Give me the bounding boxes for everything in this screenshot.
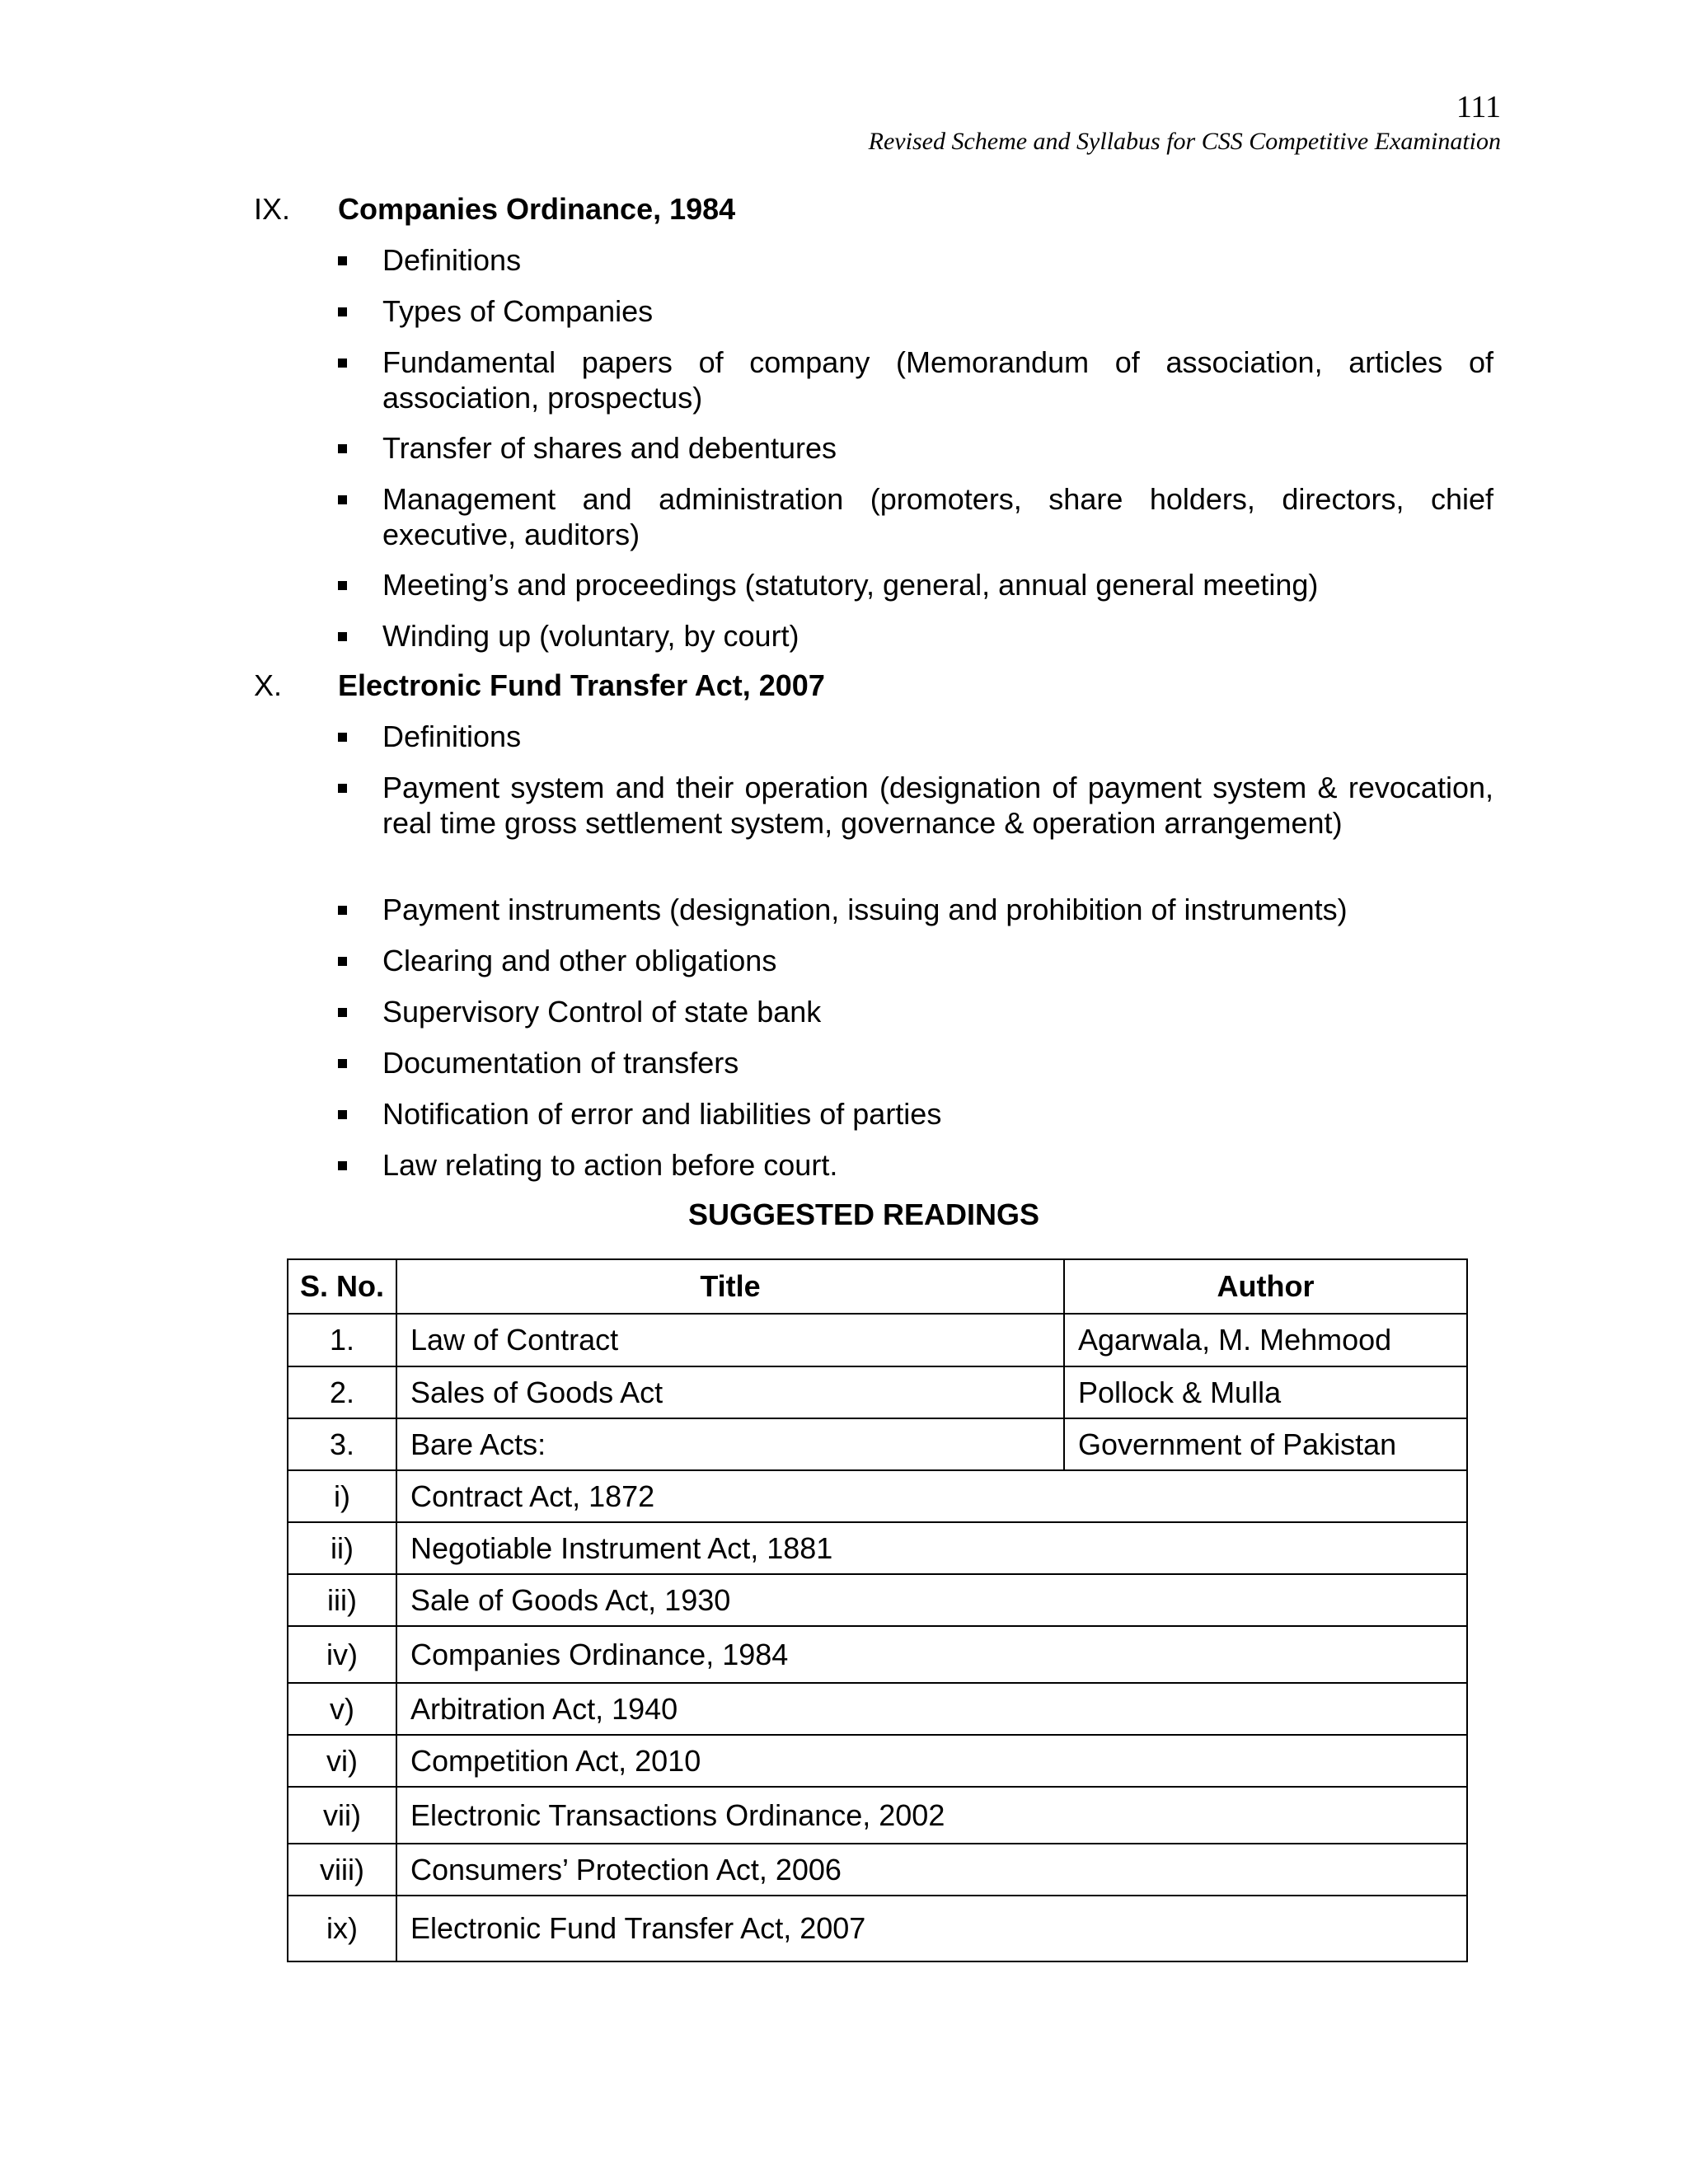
list-item: Law relating to action before court.	[338, 1147, 1493, 1183]
table-row	[288, 1735, 1467, 1787]
cell-sno: 3.	[288, 1418, 396, 1470]
cell-sno: iii)	[288, 1574, 396, 1626]
list-item: Supervisory Control of state bank	[338, 994, 1493, 1029]
bullet-square-icon	[338, 1161, 347, 1170]
list-item: Winding up (voluntary, by court)	[338, 618, 1493, 654]
cell-title: Negotiable Instrument Act, 1881	[396, 1522, 1467, 1574]
list-item: Notification of error and liabilities of parties	[338, 1096, 1493, 1132]
list-item: Transfer of shares and debentures	[338, 430, 1493, 466]
cell-title: Contract Act, 1872	[396, 1470, 1467, 1522]
section-title: Electronic Fund Transfer Act, 2007	[338, 668, 825, 702]
bullet-square-icon	[338, 632, 347, 641]
cell-title: Law of Contract	[396, 1314, 1064, 1366]
section-number: X.	[254, 668, 283, 702]
running-title: Revised Scheme and Syllabus for CSS Competitive Examination	[868, 128, 1501, 155]
list-item: Clearing and other obligations	[338, 943, 1493, 978]
cell-title: Bare Acts:	[396, 1418, 1064, 1470]
section-heading-x	[254, 668, 825, 704]
readings-table	[287, 1258, 1468, 1962]
section-title: Companies Ordinance, 1984	[338, 192, 736, 226]
cell-title: Competition Act, 2010	[396, 1735, 1467, 1787]
table-row	[288, 1522, 1467, 1574]
cell-title: Electronic Transactions Ordinance, 2002	[396, 1787, 1467, 1844]
list-item: Definitions	[338, 242, 1493, 278]
cell-title: Consumers’ Protection Act, 2006	[396, 1844, 1467, 1896]
bullet-square-icon	[338, 359, 347, 368]
bullet-square-icon	[338, 957, 347, 966]
cell-author: Agarwala, M. Mehmood	[1064, 1314, 1467, 1366]
cell-sno: ii)	[288, 1522, 396, 1574]
bullet-square-icon	[338, 256, 347, 265]
table-row	[288, 1314, 1467, 1366]
bullet-square-icon	[338, 1059, 347, 1068]
cell-sno: 1.	[288, 1314, 396, 1366]
section-heading-ix	[254, 191, 735, 227]
table-row	[288, 1574, 1467, 1626]
table-row	[288, 1844, 1467, 1896]
cell-title: Sale of Goods Act, 1930	[396, 1574, 1467, 1626]
bullet-square-icon	[338, 733, 347, 742]
table-row	[288, 1418, 1467, 1470]
list-item: Fundamental papers of company (Memorandum of association, articles of association, prospectus)	[338, 344, 1493, 415]
cell-title: Arbitration Act, 1940	[396, 1683, 1467, 1735]
column-header-title: Title	[396, 1259, 1064, 1314]
section-number: IX.	[254, 192, 291, 226]
list-item: Meeting’s and proceedings (statutory, general, annual general meeting)	[338, 567, 1493, 602]
cell-title: Companies Ordinance, 1984	[396, 1626, 1467, 1683]
table-row	[288, 1896, 1467, 1961]
bullet-square-icon	[338, 784, 347, 793]
list-item: Documentation of transfers	[338, 1045, 1493, 1080]
cell-author: Government of Pakistan	[1064, 1418, 1467, 1470]
cell-sno: vi)	[288, 1735, 396, 1787]
bullet-square-icon	[338, 1110, 347, 1119]
list-item: Management and administration (promoters, share holders, directors, chief executive, auditors)	[338, 481, 1493, 552]
cell-author: Pollock & Mulla	[1064, 1366, 1467, 1418]
table-row	[288, 1626, 1467, 1683]
list-item: Definitions	[338, 719, 1493, 754]
cell-sno: v)	[288, 1683, 396, 1735]
cell-sno: 2.	[288, 1366, 396, 1418]
table-header-row	[288, 1259, 1467, 1314]
table-row	[288, 1366, 1467, 1418]
cell-sno: vii)	[288, 1787, 396, 1844]
cell-title: Sales of Goods Act	[396, 1366, 1064, 1418]
cell-sno: i)	[288, 1470, 396, 1522]
cell-title: Electronic Fund Transfer Act, 2007	[396, 1896, 1467, 1961]
list-item: Types of Companies	[338, 293, 1493, 329]
cell-sno: viii)	[288, 1844, 396, 1896]
table-row	[288, 1470, 1467, 1522]
cell-sno: iv)	[288, 1626, 396, 1683]
bullet-square-icon	[338, 444, 347, 453]
list-item: Payment instruments (designation, issuing and prohibition of instruments)	[338, 892, 1493, 927]
bullet-square-icon	[338, 307, 347, 316]
page-header	[869, 89, 1501, 158]
list-item: Payment system and their operation (designation of payment system & revocation, real time gross settlement system, governance & operation arrangement)	[338, 770, 1493, 841]
bullet-square-icon	[338, 581, 347, 590]
column-header-author: Author	[1064, 1259, 1467, 1314]
table-row	[288, 1787, 1467, 1844]
bullet-square-icon	[338, 906, 347, 915]
page-number: 111	[1456, 90, 1501, 124]
cell-sno: ix)	[288, 1896, 396, 1961]
bullet-square-icon	[338, 1008, 347, 1017]
column-header-sno: S. No.	[288, 1259, 396, 1314]
table-row	[288, 1683, 1467, 1735]
bullet-square-icon	[338, 495, 347, 504]
suggested-readings-heading: SUGGESTED READINGS	[687, 1197, 1040, 1231]
